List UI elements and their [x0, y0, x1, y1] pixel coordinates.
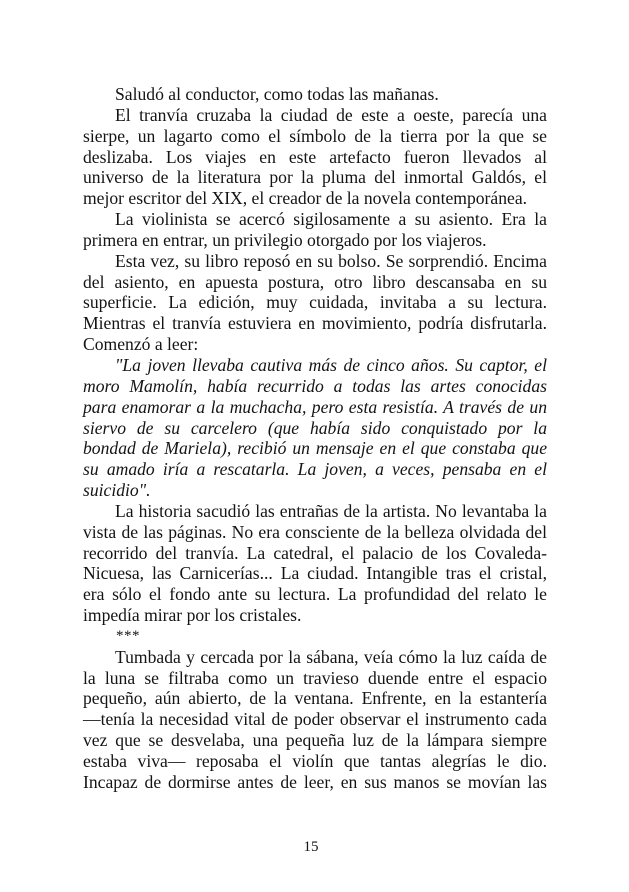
- text-line: primera en entrar, un privilegio otorgado por los viajeros.: [83, 229, 487, 250]
- text-line: bondad de Mariela), recibió un mensaje en el que constaba que: [83, 438, 547, 459]
- paragraph: [83, 501, 547, 626]
- text-line: del asiento, en apuesta postura, otro libro descansaba en su: [83, 271, 547, 292]
- text-line: sierpe, un lagarto como el símbolo de la tierra por la que se: [83, 125, 547, 146]
- text-line: deslizaba. Los viajes en este artefacto fueron llevados al: [83, 146, 547, 167]
- text-line: superficie. La edición, muy cuidada, invitaba a su lectura.: [83, 292, 547, 313]
- text-line: recorrido del tranvía. La catedral, el palacio de los Covaleda-: [83, 542, 547, 563]
- quoted-paragraph: [83, 355, 547, 501]
- paragraph: [83, 105, 547, 209]
- text-line: moro Mamolín, había recurrido a todas las artes conocidas: [83, 375, 547, 396]
- text-line: Nicuesa, las Carnicerías... La ciudad. Intangible tras el cristal,: [83, 563, 547, 584]
- text-line: mejor escritor del XIX, el creador de la novela contemporánea.: [83, 188, 528, 209]
- text-line: "La joven llevaba cautiva más de cinco años. Su captor, el: [115, 354, 547, 375]
- body-text: [83, 84, 547, 793]
- text-line: estaba viva— reposaba el violín que tantas alegrías le dio.: [83, 751, 547, 771]
- text-line: vez que se desvelaba, una pequeña luz de la lámpara siempre: [83, 730, 547, 751]
- text-line: Esta vez, su libro reposó en su bolso. Se sorprendió. Encima: [115, 250, 547, 271]
- text-line: Comenzó a leer:: [83, 334, 199, 355]
- text-line: El tranvía cruzaba la ciudad de este a oeste, parecía una: [115, 104, 547, 125]
- text-line: Mientras el tranvía estuviera en movimiento, podría disfrutarla.: [83, 313, 547, 334]
- text-line: ***: [116, 627, 140, 644]
- text-line: Incapaz de dormirse antes de leer, en sus manos se movían las: [83, 771, 547, 792]
- text-line: Tumbada y cercada por la sábana, veía cómo la luz caída de: [115, 646, 547, 667]
- paragraph: [83, 209, 547, 251]
- paragraph: [83, 647, 547, 793]
- text-line: pequeño, aún abierto, de la ventana. Enfrente, en la estantería: [83, 688, 547, 709]
- text-line: era sólo el fondo ante su lectura. La profundidad del relato le: [83, 584, 547, 605]
- text-line: La historia sacudió las entrañas de la artista. No levantaba la: [115, 500, 547, 521]
- text-line: para enamorar a la muchacha, pero esta resistía. A través de un: [83, 396, 547, 417]
- text-line: su amado iría a rescatarla. La joven, a veces, pensaba en el: [83, 459, 547, 480]
- text-line: universo de la literatura por la pluma del inmortal Galdós, el: [83, 167, 547, 188]
- text-line: Saludó al conductor, como todas las mañanas.: [115, 84, 439, 104]
- text-line: vista de las páginas. No era consciente de la belleza olvidada del: [83, 521, 547, 542]
- page-number: 15: [303, 839, 319, 855]
- text-line: impedía mirar por los cristales.: [83, 605, 302, 626]
- paragraph: [83, 251, 547, 355]
- text-line: suicidio".: [83, 480, 151, 501]
- text-line: —tenía la necesidad vital de poder observar el instrumento cada: [83, 709, 547, 730]
- text-line: siervo de su carcelero (que había sido conquistado por la: [83, 417, 547, 438]
- paragraph: [83, 84, 547, 105]
- text-line: La violinista se acercó sigilosamente a su asiento. Era la: [115, 209, 547, 230]
- text-line: la luna se filtraba como un travieso duende entre el espacio: [83, 667, 547, 688]
- section-separator: [83, 626, 547, 647]
